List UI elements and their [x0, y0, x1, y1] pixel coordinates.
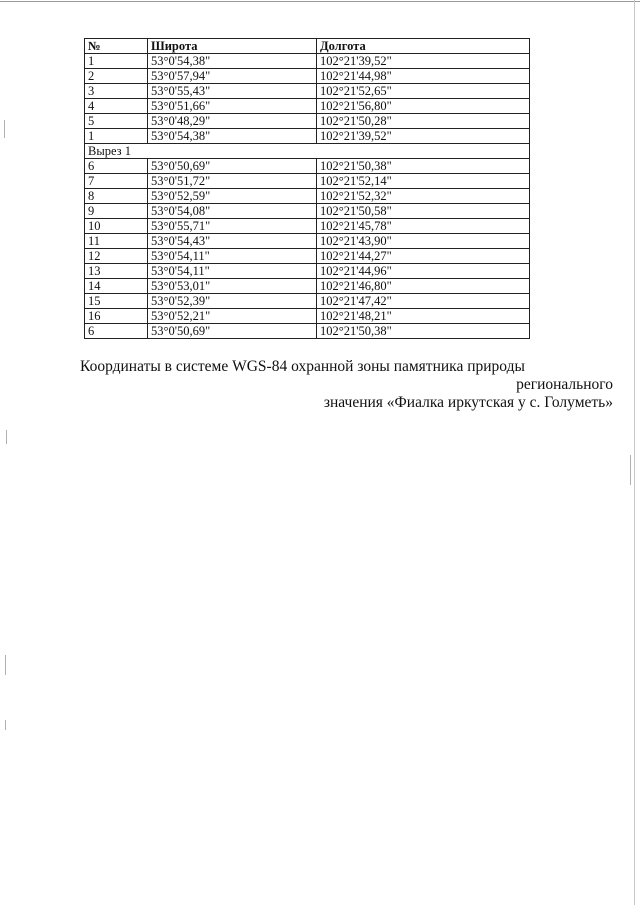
table-row	[85, 54, 530, 69]
section-label: Вырез 1	[85, 144, 530, 159]
point-number-cell: 6	[85, 324, 148, 339]
latitude-cell: 53°0'52,39"	[148, 294, 317, 309]
table-row	[85, 324, 530, 339]
latitude-cell: 53°0'54,08"	[148, 204, 317, 219]
point-number-cell: 15	[85, 294, 148, 309]
point-number-cell: 1	[85, 54, 148, 69]
longitude-cell: 102°21'48,21"	[317, 309, 530, 324]
caption-line-1: Координаты в системе WGS-84 охранной зоны памятника природы регионального	[80, 358, 613, 393]
table-group-main	[85, 54, 530, 144]
latitude-cell: 53°0'50,69"	[148, 324, 317, 339]
longitude-cell: 102°21'52,65"	[317, 84, 530, 99]
longitude-cell: 102°21'44,96"	[317, 264, 530, 279]
table-row	[85, 114, 530, 129]
scan-speck	[630, 455, 631, 485]
latitude-cell: 53°0'54,43"	[148, 234, 317, 249]
point-number-cell: 2	[85, 69, 148, 84]
latitude-cell: 53°0'55,43"	[148, 84, 317, 99]
table-row	[85, 159, 530, 174]
latitude-cell: 53°0'52,21"	[148, 309, 317, 324]
point-number-cell: 10	[85, 219, 148, 234]
table-row	[85, 294, 530, 309]
point-number-cell: 14	[85, 279, 148, 294]
latitude-cell: 53°0'57,94"	[148, 69, 317, 84]
point-number-cell: 3	[85, 84, 148, 99]
latitude-cell: 53°0'54,11"	[148, 264, 317, 279]
header-longitude: Долгота	[317, 39, 530, 54]
point-number-cell: 9	[85, 204, 148, 219]
table-row	[85, 309, 530, 324]
latitude-cell: 53°0'54,38"	[148, 129, 317, 144]
longitude-cell: 102°21'47,42"	[317, 294, 530, 309]
table-caption	[80, 358, 613, 412]
coordinates-table	[84, 38, 530, 339]
point-number-cell: 13	[85, 264, 148, 279]
scan-speck	[5, 720, 6, 730]
table-row	[85, 174, 530, 189]
longitude-cell: 102°21'50,58"	[317, 204, 530, 219]
scan-speck	[6, 430, 7, 444]
point-number-cell: 4	[85, 99, 148, 114]
scan-edge-top	[0, 1, 640, 2]
latitude-cell: 53°0'50,69"	[148, 159, 317, 174]
table-header-row	[85, 39, 530, 54]
point-number-cell: 8	[85, 189, 148, 204]
table-row	[85, 264, 530, 279]
longitude-cell: 102°21'50,28"	[317, 114, 530, 129]
latitude-cell: 53°0'54,11"	[148, 249, 317, 264]
longitude-cell: 102°21'50,38"	[317, 324, 530, 339]
section-row	[85, 144, 530, 159]
scan-edge-right	[634, 0, 635, 905]
longitude-cell: 102°21'45,78"	[317, 219, 530, 234]
point-number-cell: 5	[85, 114, 148, 129]
latitude-cell: 53°0'55,71"	[148, 219, 317, 234]
latitude-cell: 53°0'52,59"	[148, 189, 317, 204]
longitude-cell: 102°21'46,80"	[317, 279, 530, 294]
longitude-cell: 102°21'52,32"	[317, 189, 530, 204]
longitude-cell: 102°21'39,52"	[317, 129, 530, 144]
longitude-cell: 102°21'44,27"	[317, 249, 530, 264]
header-number: №	[85, 39, 148, 54]
latitude-cell: 53°0'48,29"	[148, 114, 317, 129]
scan-speck	[5, 655, 6, 675]
longitude-cell: 102°21'43,90"	[317, 234, 530, 249]
table-section	[85, 144, 530, 159]
longitude-cell: 102°21'56,80"	[317, 99, 530, 114]
table-row	[85, 189, 530, 204]
table-row	[85, 234, 530, 249]
table-row	[85, 84, 530, 99]
table-row	[85, 279, 530, 294]
scan-speck	[4, 120, 5, 138]
table-row	[85, 69, 530, 84]
table-row	[85, 249, 530, 264]
point-number-cell: 16	[85, 309, 148, 324]
table-row	[85, 129, 530, 144]
table-group-cutout	[85, 159, 530, 339]
longitude-cell: 102°21'39,52"	[317, 54, 530, 69]
longitude-cell: 102°21'44,98"	[317, 69, 530, 84]
point-number-cell: 1	[85, 129, 148, 144]
longitude-cell: 102°21'50,38"	[317, 159, 530, 174]
latitude-cell: 53°0'51,72"	[148, 174, 317, 189]
table-row	[85, 219, 530, 234]
point-number-cell: 7	[85, 174, 148, 189]
point-number-cell: 12	[85, 249, 148, 264]
table-row	[85, 204, 530, 219]
caption-line-2: значения «Фиалка иркутская у с. Голуметь»	[323, 394, 613, 411]
latitude-cell: 53°0'53,01"	[148, 279, 317, 294]
header-latitude: Широта	[148, 39, 317, 54]
latitude-cell: 53°0'54,38"	[148, 54, 317, 69]
latitude-cell: 53°0'51,66"	[148, 99, 317, 114]
point-number-cell: 6	[85, 159, 148, 174]
table-row	[85, 99, 530, 114]
point-number-cell: 11	[85, 234, 148, 249]
longitude-cell: 102°21'52,14"	[317, 174, 530, 189]
